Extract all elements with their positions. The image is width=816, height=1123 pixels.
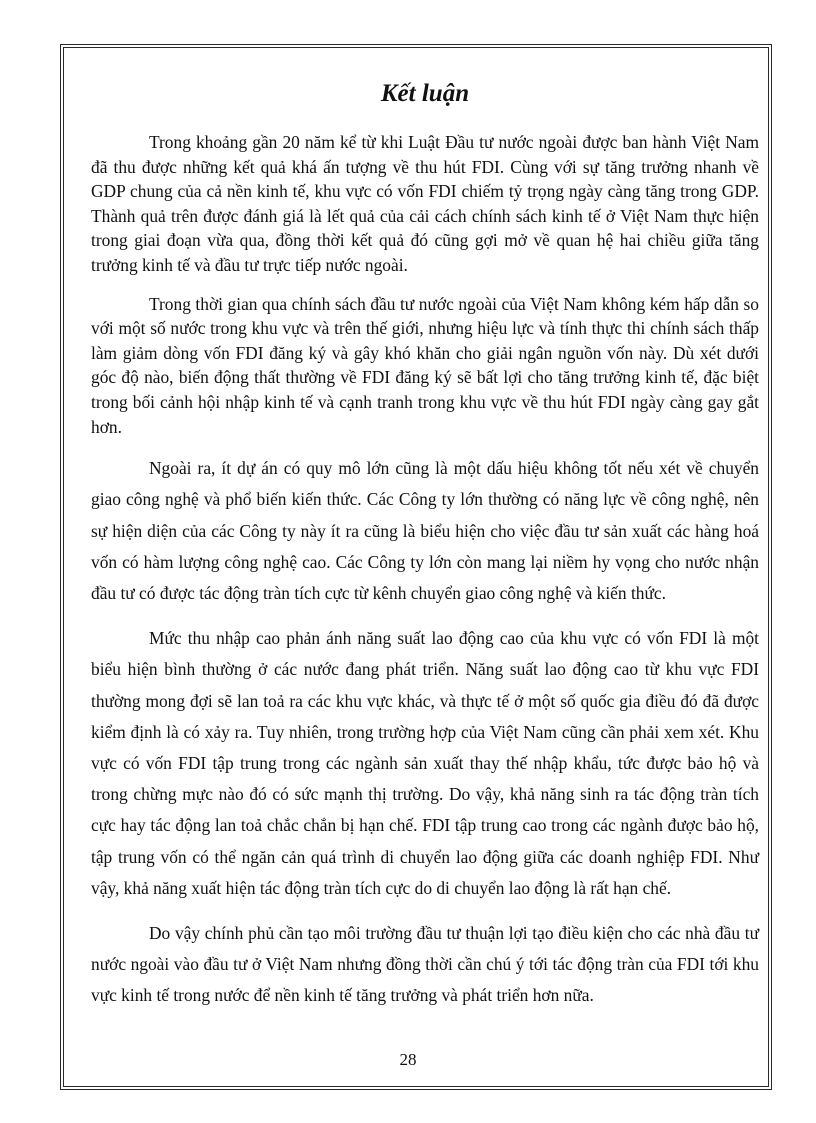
paragraph-2: Trong thời gian qua chính sách đầu tư nước ngoài của Việt Nam không kém hấp dẫn so với một số nước trong khu vực và trên thế giới, nhưng hiệu lực và tính thực thi chính sách thấp làm giảm dòng vốn FDI đăng ký và gây khó khăn cho giải ngân nguồn vốn này. Dù xét dưới góc độ nào, biến động thất thường về FDI đăng ký sẽ bất lợi cho tăng trưởng kinh tế, đặc biệt trong bối cảnh hội nhập kinh tế và cạnh tranh trong khu vực về thu hút FDI ngày càng gay gắt hơn. <box>91 293 759 437</box>
paragraph-1: Trong khoảng gần 20 năm kể từ khi Luật Đầu tư nước ngoài được ban hành Việt Nam đã thu được những kết quả khá ấn tượng về thu hút FDI. Cùng với sự tăng trưởng nhanh về GDP chung của cả nền kinh tế, khu vực có vốn FDI chiếm tỷ trọng ngày càng tăng trong GDP. Thành quả trên được đánh giá là lết quả của cải cách chính sách kinh tế ở Việt Nam thực hiện trong giai đoạn vừa qua, đồng thời kết quả đó cũng gợi mở về quan hệ hai chiều giữa tăng trưởng kinh tế và đầu tư trực tiếp nước ngoài. <box>91 132 759 275</box>
paragraph-3: Ngoài ra, ít dự án có quy mô lớn cũng là một dấu hiệu không tốt nếu xét về chuyển giao công nghệ và phổ biến kiến thức. Các Công ty lớn thường có năng lực về công nghệ, nên sự hiện diện của các Công ty này ít ra cũng là biểu hiện cho việc đầu tư sản xuất các hàng hoá vốn có hàm lượng công nghệ cao. Các Công ty lớn còn mang lại niềm hy vọng cho nước nhận đầu tư có được tác động tràn tích cực từ kênh chuyển giao công nghệ và kiến thức. <box>91 458 759 603</box>
paragraph-4: Mức thu nhập cao phản ánh năng suất lao động cao của khu vực có vốn FDI là một biểu hiện bình thường ở các nước đang phát triển. Năng suất lao động cao từ khu vực FDI thường mong đợi sẽ lan toả ra các khu vực khác, và thực tế ở một số quốc gia điều đó đã được kiểm định là có xảy ra. Tuy nhiên, trong trường hợp của Việt Nam cũng cần phải xem xét. Khu vực có vốn FDI tập trung trong các ngành sản xuất thay thế nhập khẩu, tức được bảo hộ và trong chừng mực nào đó có sức mạnh thị trường. Do vậy, khả năng sinh ra tác động tràn tích cực hay tác động lan toả chắc chắn bị hạn chế. FDI tập trung cao trong các ngành được bảo hộ, tập trung vốn có thể ngăn cản quá trình di chuyển lao động giữa các doanh nghiệp FDI. Như vậy, khả năng xuất hiện tác động tràn tích cực do di chuyển lao động là rất hạn chế. <box>91 628 759 898</box>
document-body <box>91 80 759 1026</box>
paragraph-5: Do vậy chính phủ cần tạo môi trường đầu tư thuận lợi tạo điều kiện cho các nhà đầu tư nước ngoài vào đầu tư ở Việt Nam nhưng đồng thời cần chú ý tới tác động tràn của FDI tới khu vực kinh tế trong nước để nền kinh tế tăng trưởng và phát triển hơn nữa. <box>91 922 759 1006</box>
page-title: Kết luận <box>380 80 470 107</box>
page-number: 28 <box>399 1050 417 1069</box>
